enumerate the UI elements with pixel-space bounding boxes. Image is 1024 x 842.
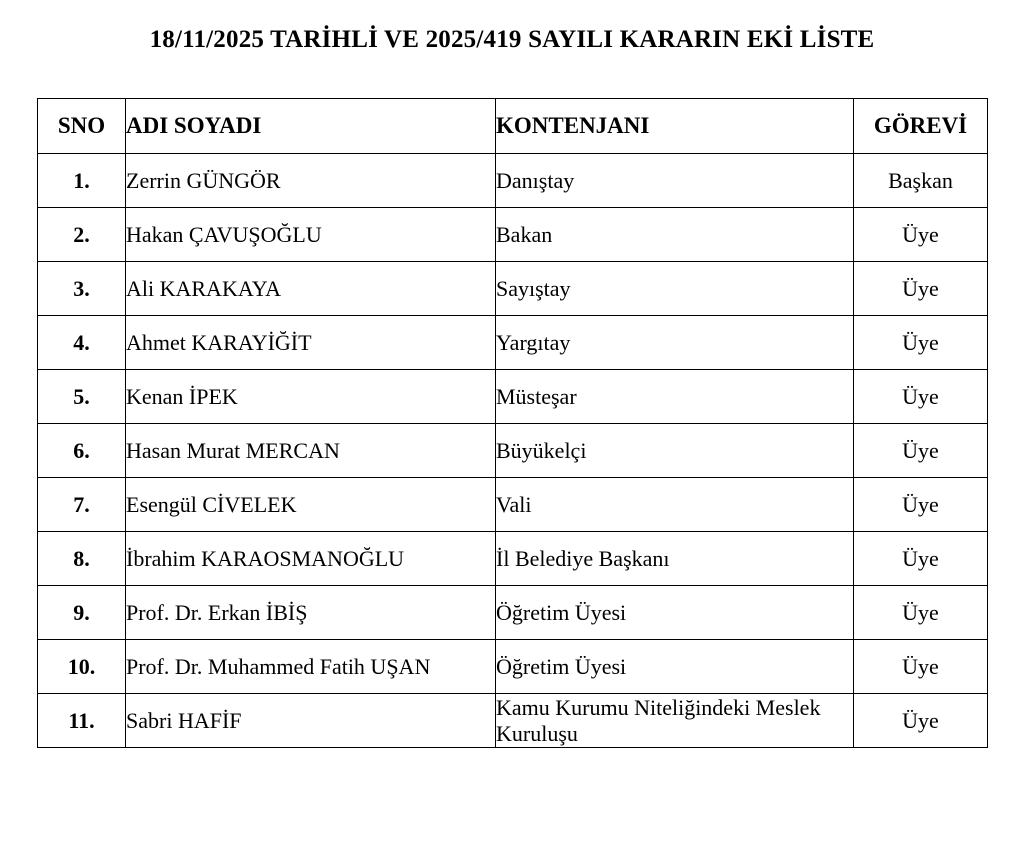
cell-gorev: Üye [854,586,988,640]
cell-sno: 10. [38,640,126,694]
table-header-row [38,99,988,154]
table-row [38,532,988,586]
cell-name: Hasan Murat MERCAN [126,424,496,478]
cell-name: Prof. Dr. Erkan İBİŞ [126,586,496,640]
cell-sno: 9. [38,586,126,640]
table-row [38,640,988,694]
column-header-kontenjan: KONTENJANI [496,99,854,154]
cell-gorev: Üye [854,478,988,532]
cell-gorev: Üye [854,532,988,586]
table-row [38,424,988,478]
cell-name: Esengül CİVELEK [126,478,496,532]
cell-name: Ahmet KARAYİĞİT [126,316,496,370]
cell-sno: 5. [38,370,126,424]
cell-gorev: Üye [854,262,988,316]
cell-kontenjan: Kamu Kurumu Niteliğindeki Meslek Kuruluşu [496,694,854,748]
cell-name: Ali KARAKAYA [126,262,496,316]
cell-sno: 1. [38,154,126,208]
cell-kontenjan: Müsteşar [496,370,854,424]
cell-kontenjan: Öğretim Üyesi [496,640,854,694]
cell-kontenjan: Büyükelçi [496,424,854,478]
cell-kontenjan: Bakan [496,208,854,262]
table-row [38,586,988,640]
cell-sno: 7. [38,478,126,532]
table-row [38,262,988,316]
cell-gorev: Üye [854,370,988,424]
table-row [38,154,988,208]
cell-name: Prof. Dr. Muhammed Fatih UŞAN [126,640,496,694]
cell-kontenjan: Yargıtay [496,316,854,370]
cell-kontenjan: Öğretim Üyesi [496,586,854,640]
cell-gorev: Üye [854,316,988,370]
cell-kontenjan: Danıştay [496,154,854,208]
column-header-sno: SNO [38,99,126,154]
cell-name: Hakan ÇAVUŞOĞLU [126,208,496,262]
table-row [38,316,988,370]
column-header-gorev: GÖREVİ [854,99,988,154]
table-header [38,99,988,154]
table-row [38,208,988,262]
cell-name: Kenan İPEK [126,370,496,424]
decision-annex-table [37,98,988,748]
column-header-name: ADI SOYADI [126,99,496,154]
cell-kontenjan: Sayıştay [496,262,854,316]
cell-gorev: Üye [854,694,988,748]
cell-gorev: Üye [854,424,988,478]
cell-kontenjan: Vali [496,478,854,532]
table-row [38,478,988,532]
cell-sno: 4. [38,316,126,370]
page-title: 18/11/2025 TARİHLİ VE 2025/419 SAYILI KARARIN EKİ LİSTE [149,26,875,53]
list-table-container [37,98,987,748]
table-row [38,694,988,748]
cell-sno: 2. [38,208,126,262]
table-body [38,154,988,748]
cell-gorev: Üye [854,208,988,262]
cell-name: Sabri HAFİF [126,694,496,748]
cell-name: Zerrin GÜNGÖR [126,154,496,208]
document-page [0,26,1024,842]
cell-gorev: Üye [854,640,988,694]
cell-name: İbrahim KARAOSMANOĞLU [126,532,496,586]
cell-sno: 6. [38,424,126,478]
cell-sno: 11. [38,694,126,748]
cell-sno: 3. [38,262,126,316]
table-row [38,370,988,424]
cell-sno: 8. [38,532,126,586]
cell-kontenjan: İl Belediye Başkanı [496,532,854,586]
cell-gorev: Başkan [854,154,988,208]
